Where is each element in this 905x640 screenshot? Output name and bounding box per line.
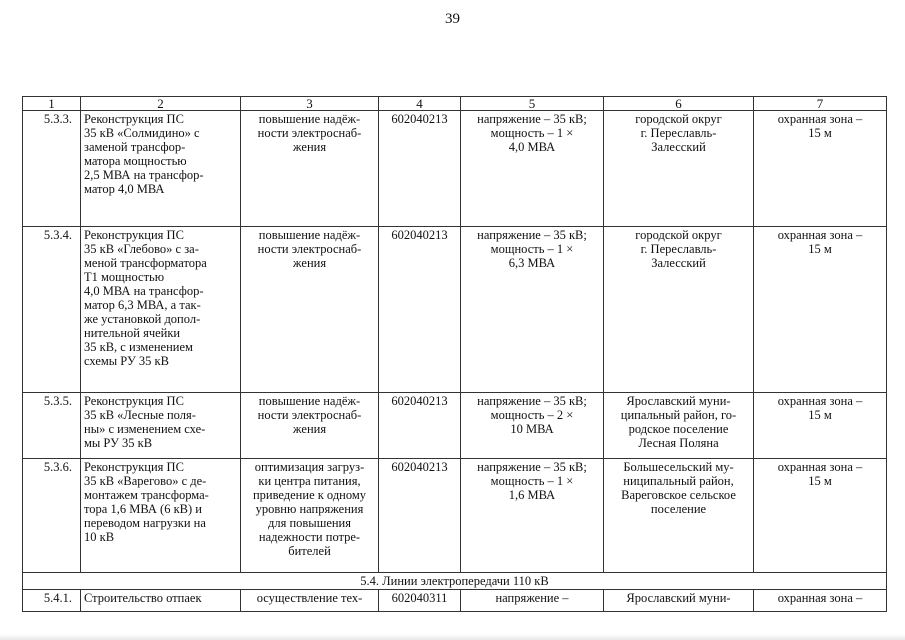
protection-zone: охранная зона – 15 м: [754, 111, 887, 227]
object-name: Реконструкция ПС 35 кВ «Лесные поля- ны» с изменением схе- мы РУ 35 кВ: [81, 393, 241, 459]
parameters: напряжение –: [461, 590, 604, 612]
section-title: 5.4. Линии электропередачи 110 кВ: [23, 573, 887, 590]
location: Ярославский муни- ципальный район, го- родское поселение Лесная Поляна: [604, 393, 754, 459]
parameters: напряжение – 35 кВ; мощность – 1 × 4,0 МВА: [461, 111, 604, 227]
row-number: 5.3.6.: [23, 459, 81, 573]
table-row: [23, 111, 887, 227]
table-row: [23, 393, 887, 459]
protection-zone: охранная зона – 15 м: [754, 227, 887, 393]
column-header: 1: [23, 97, 81, 111]
protection-zone: охранная зона – 15 м: [754, 393, 887, 459]
section-row: [23, 573, 887, 590]
row-number: 5.3.5.: [23, 393, 81, 459]
column-header: 4: [379, 97, 461, 111]
purpose: повышение надёж- ности электроснаб- жения: [241, 111, 379, 227]
row-number: 5.4.1.: [23, 590, 81, 612]
column-header: 5: [461, 97, 604, 111]
object-name: Строительство отпаек: [81, 590, 241, 612]
protection-zone: охранная зона – 15 м: [754, 459, 887, 573]
location: Ярославский муни-: [604, 590, 754, 612]
column-header-row: [23, 97, 887, 111]
purpose: повышение надёж- ности электроснаб- жения: [241, 393, 379, 459]
parameters: напряжение – 35 кВ; мощность – 1 × 1,6 МВА: [461, 459, 604, 573]
column-header: 3: [241, 97, 379, 111]
table-row: [23, 459, 887, 573]
code: 602040213: [379, 227, 461, 393]
row-number: 5.3.4.: [23, 227, 81, 393]
data-table: [22, 96, 887, 612]
parameters: напряжение – 35 кВ; мощность – 2 × 10 МВА: [461, 393, 604, 459]
page-number: 39: [445, 11, 460, 27]
object-name: Реконструкция ПС 35 кВ «Глебово» с за- меной трансформатора Т1 мощностью 4,0 МВА на трансфор- матор 6,3 МВА, а так- же установкой допол- нительной ячейки 35 кВ, с изменением схемы РУ 35 кВ: [81, 227, 241, 393]
code: 602040311: [379, 590, 461, 612]
purpose: осуществление тех-: [241, 590, 379, 612]
parameters: напряжение – 35 кВ; мощность – 1 × 6,3 МВА: [461, 227, 604, 393]
column-header: 2: [81, 97, 241, 111]
object-name: Реконструкция ПС 35 кВ «Варегово» с де- монтажем трансформа- тора 1,6 МВА (6 кВ) и переводом нагрузки на 10 кВ: [81, 459, 241, 573]
code: 602040213: [379, 459, 461, 573]
scan-edge: [0, 634, 905, 640]
object-name: Реконструкция ПС 35 кВ «Солмидино» с заменой трансфор- матора мощностью 2,5 МВА на трансфор- матор 4,0 МВА: [81, 111, 241, 227]
column-header: 7: [754, 97, 887, 111]
table-row: [23, 590, 887, 612]
code: 602040213: [379, 111, 461, 227]
purpose: повышение надёж- ности электроснаб- жения: [241, 227, 379, 393]
location: городской округ г. Переславль- Залесский: [604, 111, 754, 227]
code: 602040213: [379, 393, 461, 459]
purpose: оптимизация загруз- ки центра питания, приведение к одному уровню напряжения для повышения надежности потре- бителей: [241, 459, 379, 573]
location: городской округ г. Переславль- Залесский: [604, 227, 754, 393]
protection-zone: охранная зона –: [754, 590, 887, 612]
location: Большесельский му- ниципальный район, Вареговское сельское поселение: [604, 459, 754, 573]
table-row: [23, 227, 887, 393]
row-number: 5.3.3.: [23, 111, 81, 227]
column-header: 6: [604, 97, 754, 111]
